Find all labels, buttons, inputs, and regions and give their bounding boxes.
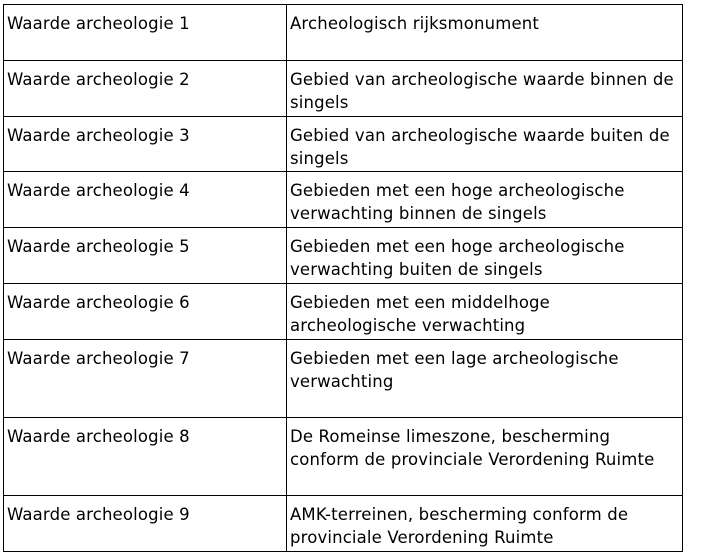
table-row bbox=[4, 228, 683, 284]
zone-description-cell: Archeologisch rijksmonument bbox=[287, 5, 683, 61]
zone-description-cell: Gebied van archeologische waarde buiten de singels bbox=[287, 117, 683, 172]
table-row bbox=[4, 5, 683, 61]
table-row bbox=[4, 284, 683, 340]
zone-description-cell: De Romeinse limeszone, bescherming conform de provinciale Verordening Ruimte bbox=[287, 418, 683, 496]
zone-name-cell: Waarde archeologie 6 bbox=[4, 284, 287, 340]
archeology-values-table bbox=[3, 4, 683, 552]
zone-name-cell: Waarde archeologie 4 bbox=[4, 172, 287, 228]
zone-name-cell: Waarde archeologie 1 bbox=[4, 5, 287, 61]
table-row bbox=[4, 418, 683, 496]
table-row bbox=[4, 340, 683, 418]
zone-name-cell: Waarde archeologie 9 bbox=[4, 496, 287, 552]
zone-name-cell: Waarde archeologie 7 bbox=[4, 340, 287, 418]
zone-description-cell: Gebieden met een hoge archeologische verwachting buiten de singels bbox=[287, 228, 683, 284]
zone-description-cell: Gebieden met een hoge archeologische verwachting binnen de singels bbox=[287, 172, 683, 228]
zone-description-cell: Gebied van archeologische waarde binnen de singels bbox=[287, 61, 683, 117]
zone-name-cell: Waarde archeologie 8 bbox=[4, 418, 287, 496]
zone-name-cell: Waarde archeologie 2 bbox=[4, 61, 287, 117]
zone-name-cell: Waarde archeologie 5 bbox=[4, 228, 287, 284]
zone-name-cell: Waarde archeologie 3 bbox=[4, 117, 287, 172]
zone-description-cell: Gebieden met een lage archeologische verwachting bbox=[287, 340, 683, 418]
zone-description-cell: AMK-terreinen, bescherming conform de provinciale Verordening Ruimte bbox=[287, 496, 683, 552]
zone-description-cell: Gebieden met een middelhoge archeologische verwachting bbox=[287, 284, 683, 340]
table-row bbox=[4, 61, 683, 117]
table-row bbox=[4, 117, 683, 172]
table-row bbox=[4, 496, 683, 552]
table-row bbox=[4, 172, 683, 228]
